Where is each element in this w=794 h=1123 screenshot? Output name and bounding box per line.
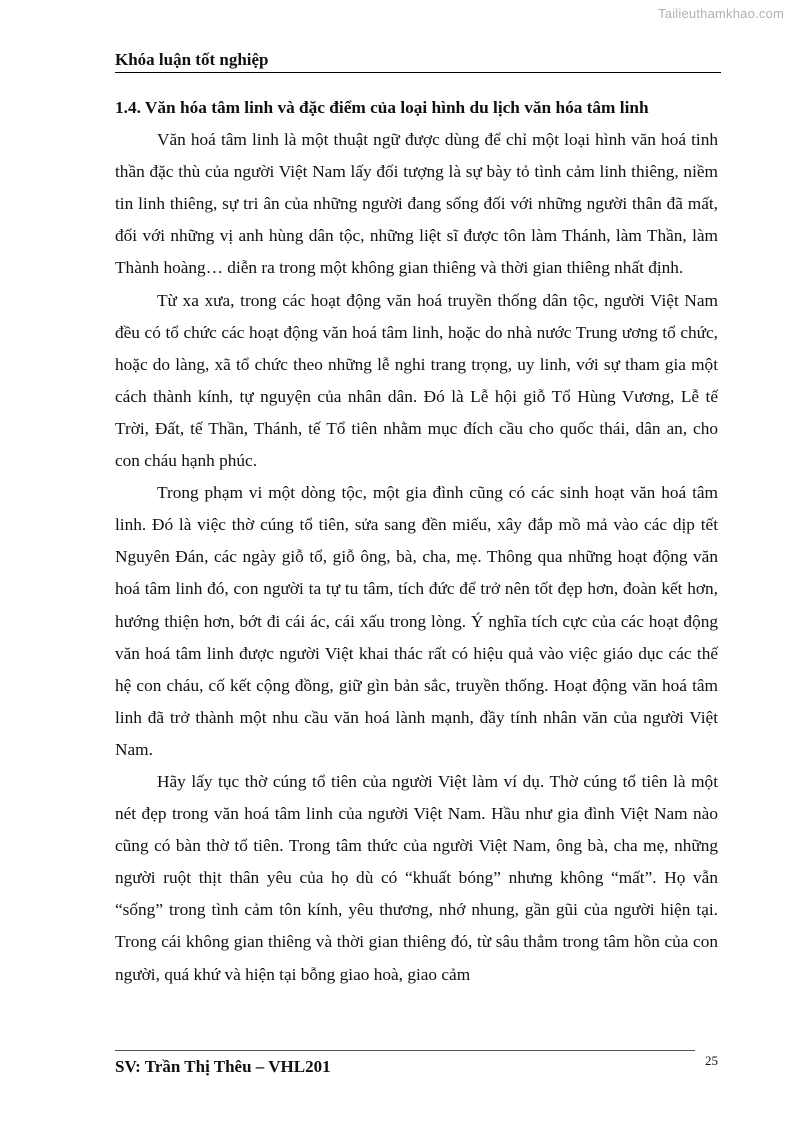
paragraph-4: Hãy lấy tục thờ cúng tổ tiên của người Việt làm ví dụ. Thờ cúng tổ tiên là một nét đẹp trong văn hoá tâm linh của người Việt Nam. Hầu như gia đình Việt Nam nào cũng có bàn thờ tổ tiên. Trong tâm thức của người Việt Nam, ông bà, cha mẹ, những người ruột thịt thân yêu của họ dù có “khuất bóng” nhưng không “mất”. Họ vẫn “sống” trong tình cảm tôn kính, yêu thương, nhớ nhung, gần gũi của người hiện tại. Trong cái không gian thiêng và thời gian thiêng đó, từ sâu thẳm trong tâm hồn của con người, quá khứ và hiện tại bỗng giao hoà, giao cảm	[115, 771, 718, 984]
document-body	[115, 92, 718, 991]
header-title: Khóa luận tốt nghiệp	[115, 50, 269, 69]
watermark-text: Tailieuthamkhao.com	[658, 6, 784, 21]
page-header	[115, 48, 721, 73]
footer-divider	[115, 1050, 695, 1051]
page-number: 25	[705, 1053, 718, 1068]
section-heading: 1.4. Văn hóa tâm linh và đặc điểm của loại hình du lịch văn hóa tâm linh	[115, 98, 649, 117]
paragraph-2: Từ xa xưa, trong các hoạt động văn hoá truyền thống dân tộc, người Việt Nam đều có tổ chức các hoạt động văn hoá tâm linh, hoặc do nhà nước Trung ương tổ chức, hoặc do làng, xã tổ chức theo những lễ nghi trang trọng, uy linh, với sự tham gia một cách thành kính, tự nguyện của nhân dân. Đó là Lễ hội giỗ Tổ Hùng Vương, Lễ tế Trời, Đất, tế Thần, Thánh, tế Tổ tiên nhằm mục đích cầu cho quốc thái, dân an, cho con cháu hạnh phúc.	[115, 290, 718, 471]
footer-student-info: SV: Trần Thị Thêu – VHL201	[115, 1057, 331, 1076]
paragraph-1: Văn hoá tâm linh là một thuật ngữ được dùng để chỉ một loại hình văn hoá tinh thần đặc thù của người Việt Nam lấy đối tượng là sự bày tỏ tình cảm linh thiêng, niềm tin linh thiêng, sự tri ân của những người đang sống đối với những người thân đã mất, đối với những vị anh hùng dân tộc, những liệt sĩ được tôn làm Thánh, làm Thần, làm Thành hoàng… diễn ra trong một không gian thiêng và thời gian thiêng nhất định.	[115, 130, 718, 278]
paragraph-3: Trong phạm vi một dòng tộc, một gia đình cũng có các sinh hoạt văn hoá tâm linh. Đó là việc thờ cúng tổ tiên, sửa sang đền miếu, xây đắp mồ mả vào các dịp tết Nguyên Đán, các ngày giỗ tổ, giỗ ông, bà, cha, mẹ. Thông qua những hoạt động văn hoá tâm linh đó, con người ta tự tu tâm, tích đức để trở nên tốt đẹp hơn, đoàn kết hơn, hướng thiện hơn, bớt đi cái ác, cái xấu trong lòng. Ý nghĩa tích cực của các hoạt động văn hoá tâm linh được người Việt khai thác rất có hiệu quả vào việc giáo dục các thế hệ con cháu, cố kết cộng đồng, giữ gìn bản sắc, truyền thống. Hoạt động văn hoá tâm linh đã trở thành một nhu cầu văn hoá lành mạnh, đầy tính nhân văn của người Việt Nam.	[115, 483, 718, 759]
